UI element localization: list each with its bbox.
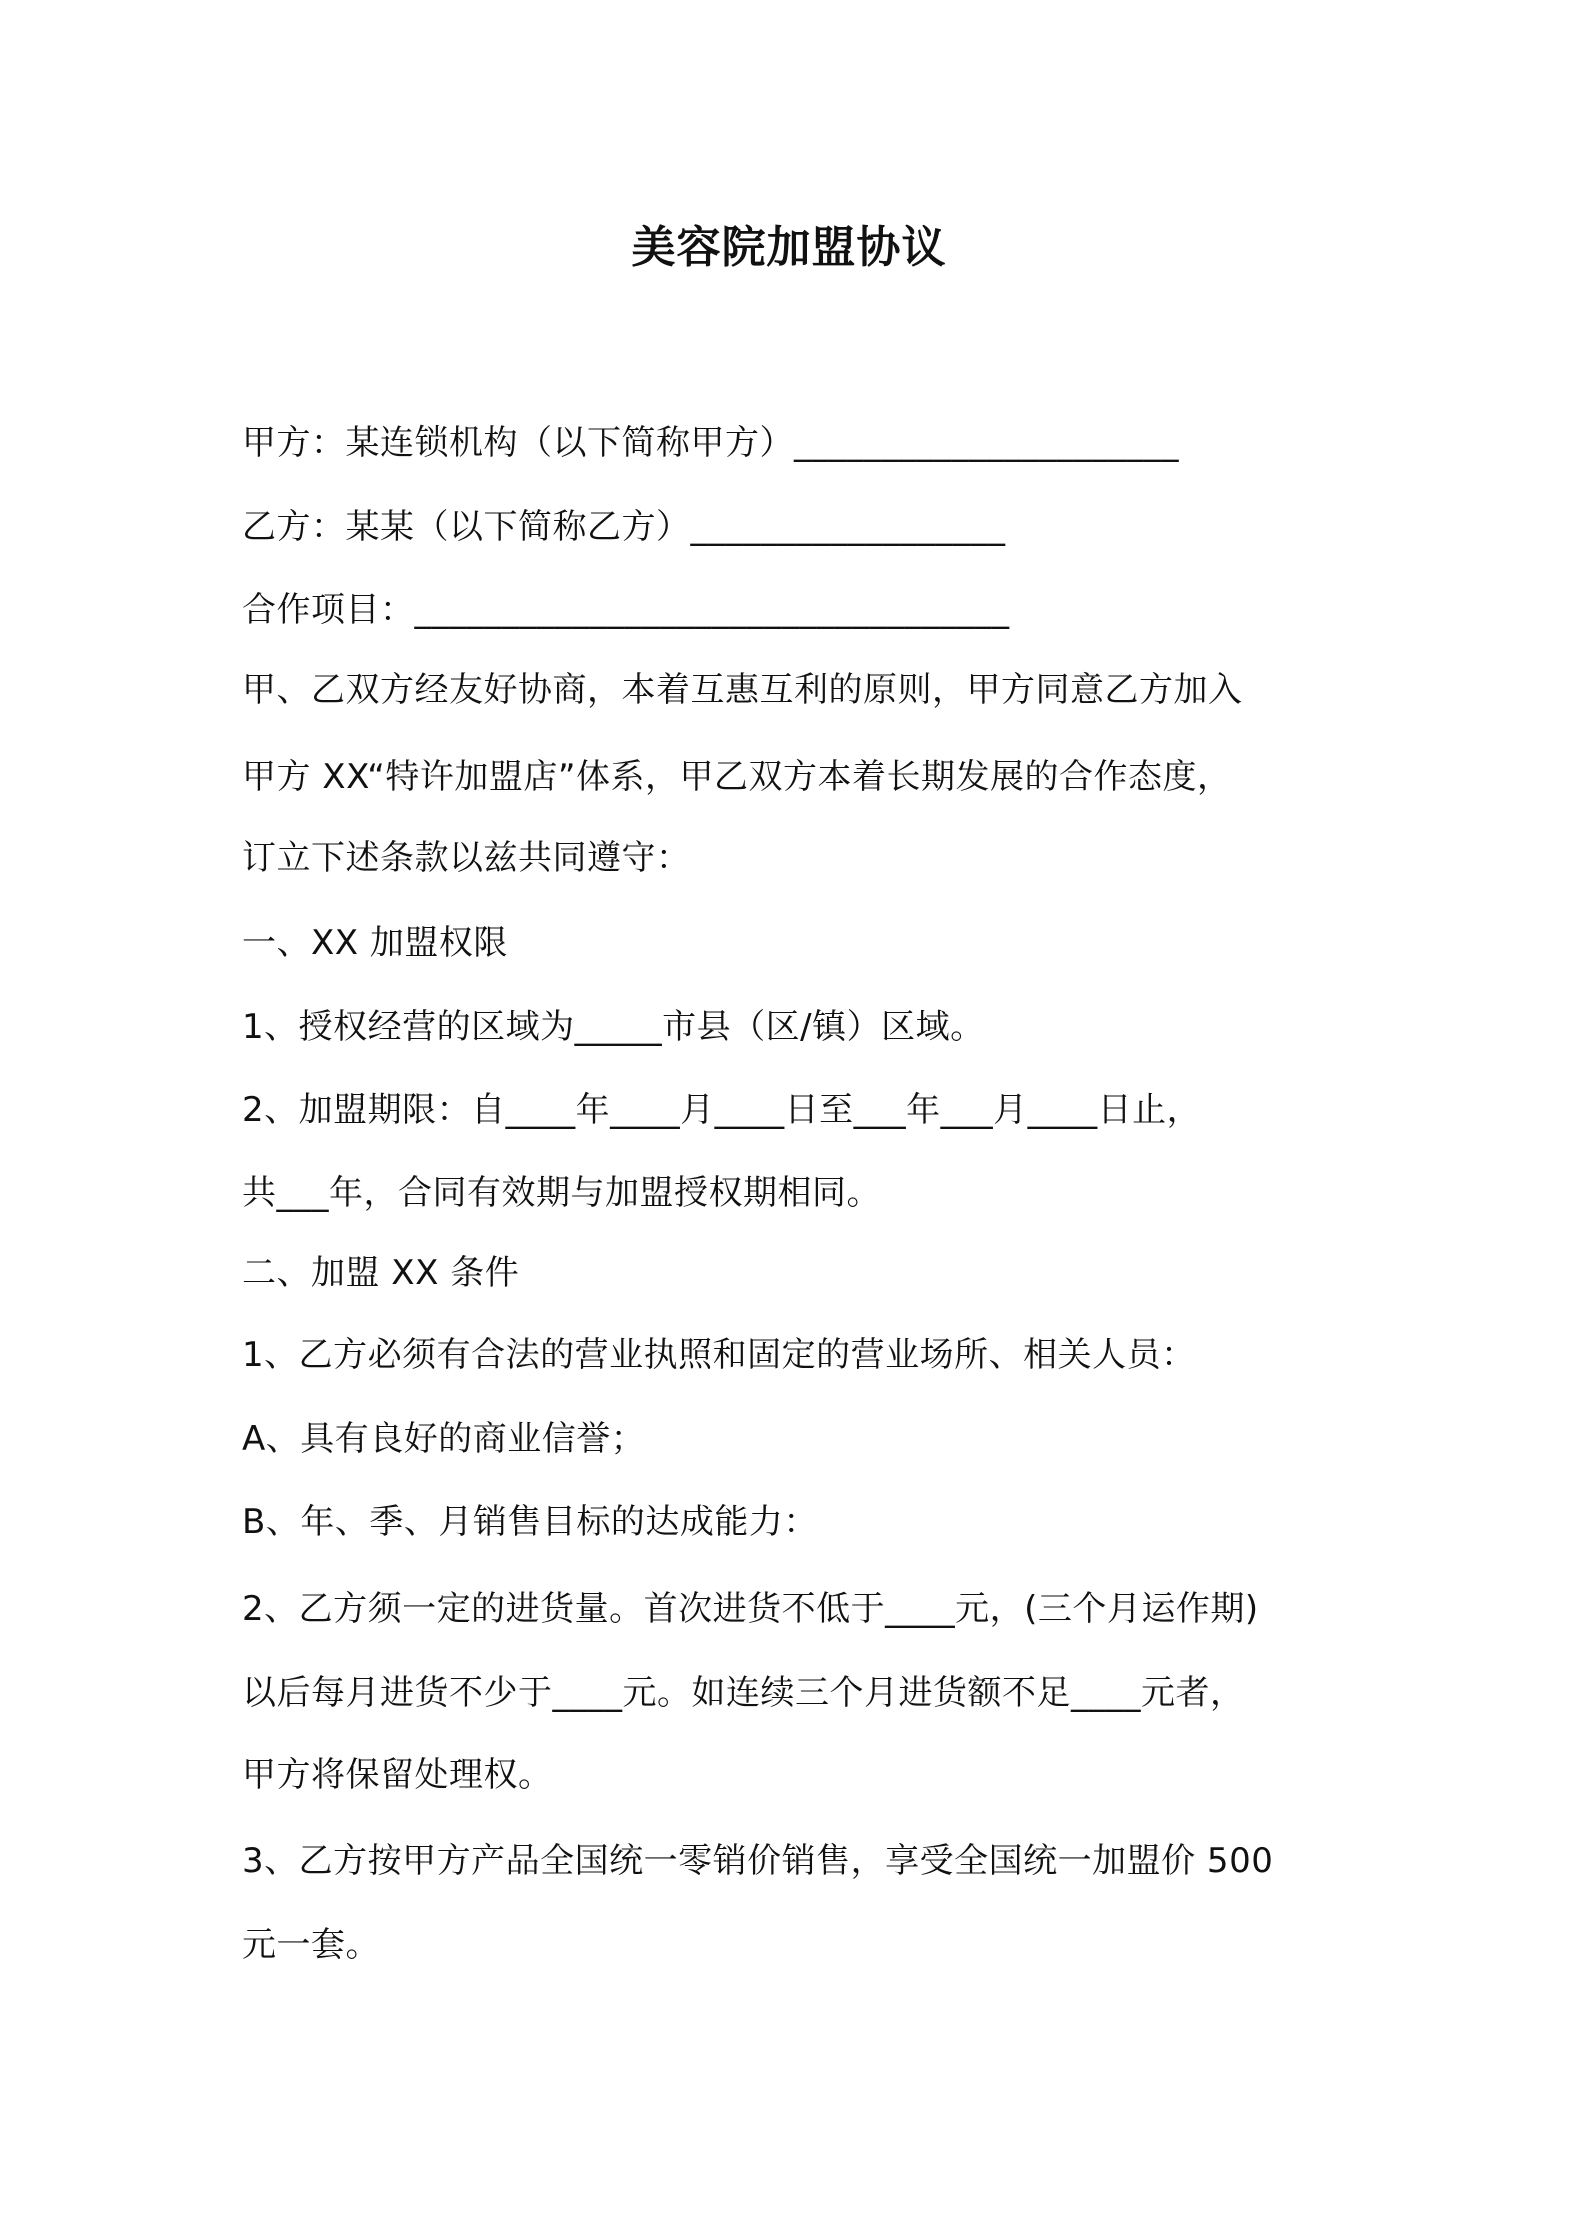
cooperation-project-line: 合作项目：__________________________________ xyxy=(242,590,1010,630)
clause-1-2-cont: 共___年，合同有效期与加盟授权期相同。 xyxy=(242,1173,881,1213)
preamble-line-3: 订立下述条款以兹共同遵守： xyxy=(242,838,691,878)
section-heading-2: 二、加盟 XX 条件 xyxy=(242,1253,520,1293)
clause-2-2: 2、乙方须一定的进货量。首次进货不低于____元，(三个月运作期) xyxy=(242,1589,1259,1629)
clause-2-1: 1、乙方必须有合法的营业执照和固定的营业场所、相关人员： xyxy=(242,1335,1196,1375)
clause-2-2-end: 甲方将保留处理权。 xyxy=(242,1755,553,1795)
document-title: 美容院加盟协议 xyxy=(631,222,947,273)
party-a-line: 甲方：某连锁机构（以下简称甲方）______________________ xyxy=(242,423,1179,463)
preamble-line-2: 甲方 XX“特许加盟店”体系，甲乙双方本着长期发展的合作态度， xyxy=(242,757,1232,797)
clause-1-2: 2、加盟期限：自____年____月____日至___年___月____日止， xyxy=(242,1090,1202,1130)
party-b-line: 乙方：某某（以下简称乙方）__________________ xyxy=(242,507,1006,547)
clause-2-3: 3、乙方按甲方产品全国统一零销价销售，享受全国统一加盟价 500 xyxy=(242,1841,1274,1881)
section-heading-1: 一、XX 加盟权限 xyxy=(242,923,508,963)
clause-2-3-cont: 元一套。 xyxy=(242,1925,380,1965)
preamble-line-1: 甲、乙双方经友好协商，本着互惠互利的原则，甲方同意乙方加入 xyxy=(242,670,1243,710)
clause-2-2-cont: 以后每月进货不少于____元。如连续三个月进货额不足____元者， xyxy=(242,1673,1245,1713)
clause-2-1-a: A、具有良好的商业信誉； xyxy=(242,1419,646,1459)
clause-2-1-b: B、年、季、月销售目标的达成能力： xyxy=(242,1502,818,1542)
clause-1-1: 1、授权经营的区域为_____市县（区/镇）区域。 xyxy=(242,1007,985,1047)
